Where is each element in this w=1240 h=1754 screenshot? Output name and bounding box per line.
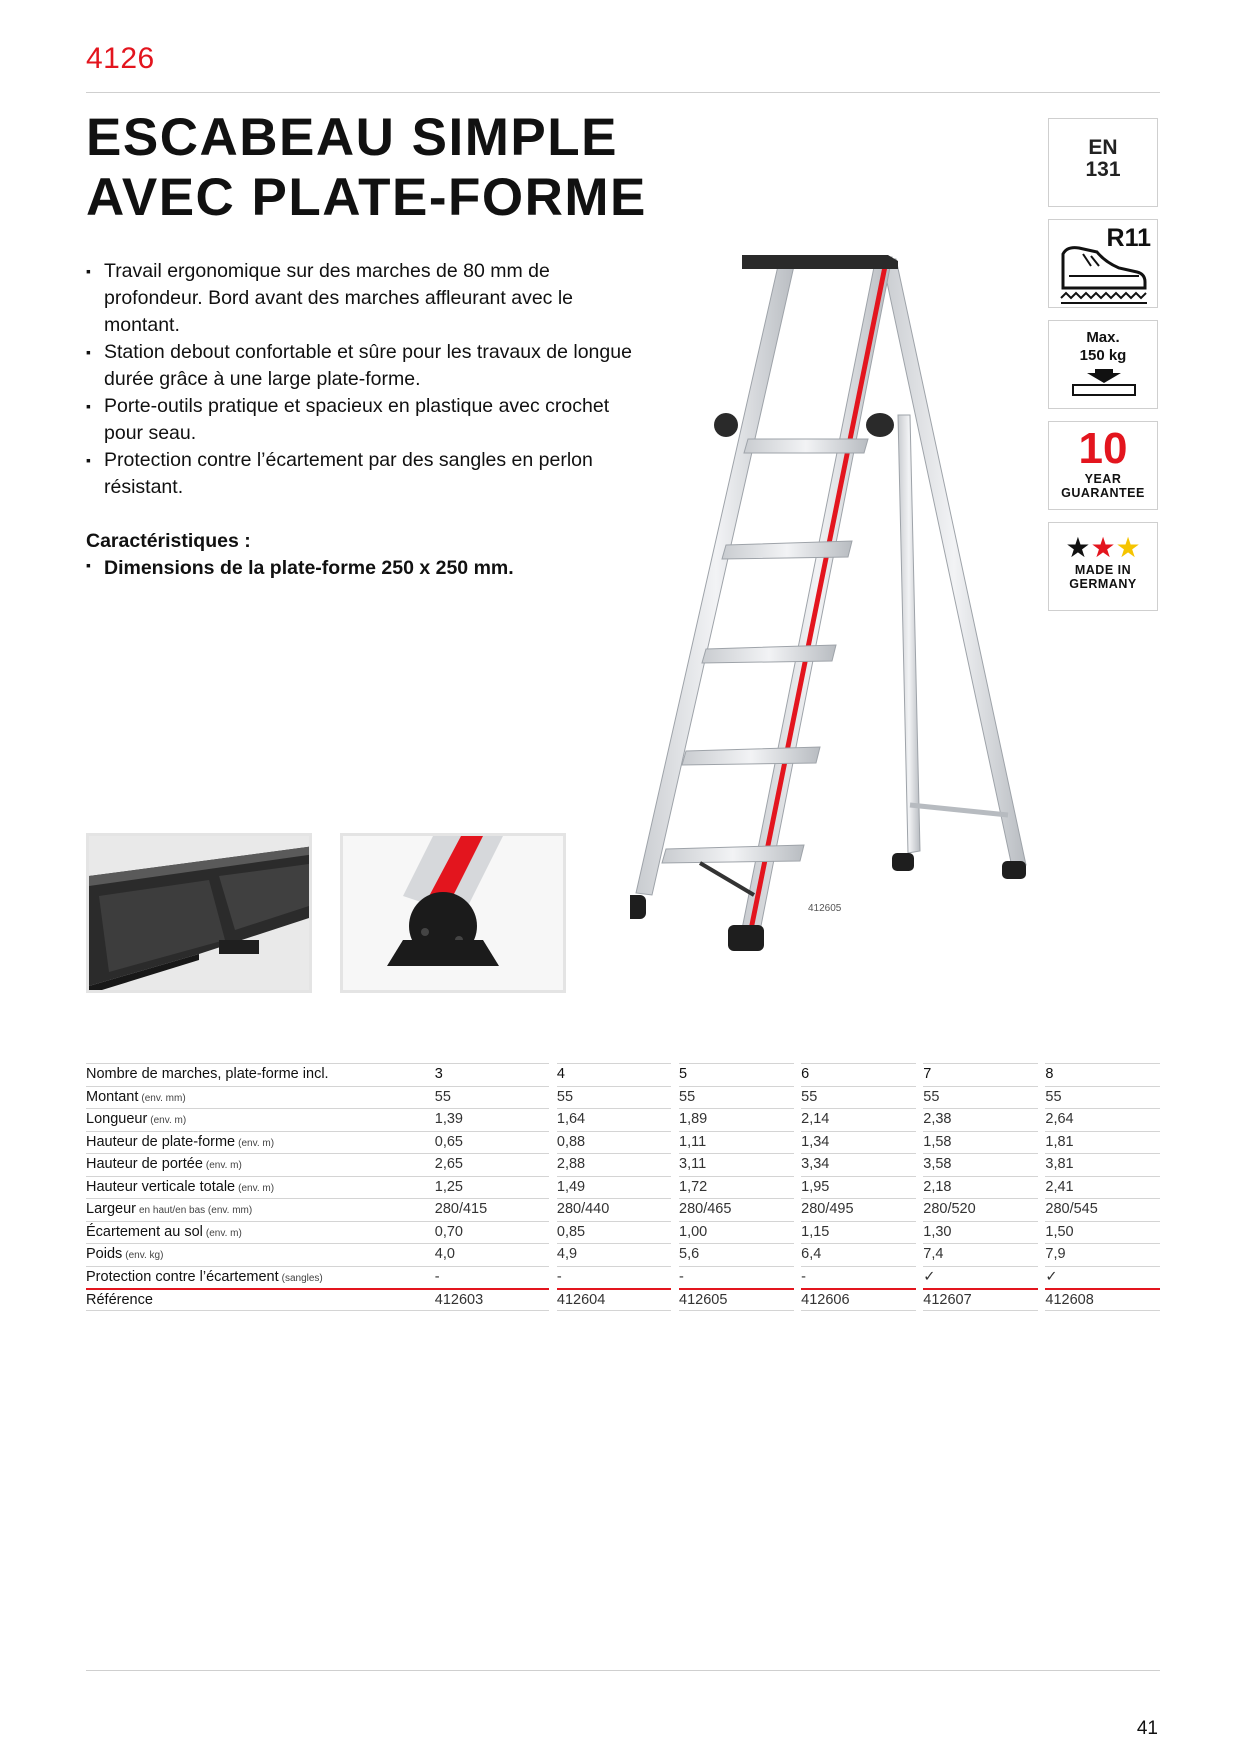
table-cell: 412605 [679,1288,794,1311]
table-cell: ✓ [923,1266,1038,1289]
certification-badges [1048,118,1158,623]
row-label-text: Longueur [86,1111,148,1127]
title-line-1: ESCABEAU SIMPLE [86,108,618,167]
table-cell: 3,11 [679,1153,794,1176]
row-unit: (env. kg) [125,1250,164,1261]
characteristics-list [86,557,514,580]
spec-table [86,1063,1160,1311]
row-label-text: Hauteur verticale totale [86,1178,236,1195]
row-label-text: Protection contre l’écartement [86,1268,279,1285]
table-cell: 55 [801,1086,916,1109]
table-cell: 55 [557,1086,672,1109]
table-cell: - [435,1266,550,1289]
table-cell: 2,41 [1045,1176,1160,1199]
table-cell: 1,00 [679,1221,794,1244]
table-cell: 1,58 [923,1131,1038,1154]
row-label [86,1153,435,1176]
row-unit: (env. m) [238,1137,275,1149]
table-cell: 412604 [557,1288,672,1311]
row-unit: en haut/en bas (env. mm) [138,1205,253,1216]
row-unit: (env. m) [205,1160,242,1171]
table-cell: 5,6 [679,1243,794,1266]
row-label-text: Référence [86,1292,153,1308]
table-cell: 1,15 [801,1221,916,1244]
characteristics-item: ▪ Dimensions de la plate-forme 250 x 250 mm. [86,557,514,580]
table-cell: 2,65 [435,1153,550,1176]
origin-line-2: GERMANY [1069,577,1137,591]
photo-caption: 412605 [808,903,842,914]
table-cell: 280/440 [557,1198,672,1221]
column-header: 3 [435,1063,550,1086]
guarantee-line-2: GUARANTEE [1061,486,1145,500]
title-line-2: AVEC PLATE-FORME [86,168,647,227]
table-cell: 1,30 [923,1221,1038,1244]
en-number: 131 [1085,158,1121,181]
column-header: 6 [801,1063,916,1086]
row-label [86,1198,435,1221]
table-cell: 4,9 [557,1243,672,1266]
column-header: 4 [557,1063,672,1086]
page-number: 41 [1136,1718,1158,1739]
table-cell: 1,72 [679,1176,794,1199]
table-row [86,1221,1160,1244]
table-cell: 1,89 [679,1108,794,1131]
table-cell: 3,58 [923,1153,1038,1176]
max-load-label: Max. [1086,329,1120,346]
stars-icon: ★★★ [1065,532,1141,563]
table-cell: 55 [679,1086,794,1109]
table-header-row [86,1063,1160,1086]
max-load-badge [1048,320,1158,409]
tool-tray-detail-image [86,833,312,993]
feature-list [86,258,646,501]
column-header: 5 [679,1063,794,1086]
table-cell: 7,4 [923,1243,1038,1266]
table-header-label: Nombre de marches, plate-forme incl. [86,1063,435,1086]
table-cell: 0,70 [435,1221,550,1244]
table-cell: 1,50 [1045,1221,1160,1244]
row-label-text: Largeur [86,1201,136,1217]
table-cell: 280/520 [923,1198,1038,1221]
table-cell: 280/545 [1045,1198,1160,1221]
table-cell: 412607 [923,1288,1038,1311]
table-cell: 0,65 [435,1131,550,1154]
table-row [86,1131,1160,1154]
guarantee-line-1: YEAR [1084,472,1122,486]
table-cell: 55 [1045,1086,1160,1109]
table-cell: 1,64 [557,1108,672,1131]
feature-item: ▪ Travail ergonomique sur des marches de 80 mm de profondeur. Bord avant des marches affleurant avec le montant. [86,258,646,339]
en-label: EN [1088,136,1118,159]
row-unit: (env. m) [150,1115,187,1126]
table-row [86,1153,1160,1176]
row-label [86,1288,435,1311]
row-label [86,1221,435,1244]
r11-label: R11 [1106,224,1151,252]
table-cell: 55 [923,1086,1038,1109]
column-header: 7 [923,1063,1038,1086]
table-row [86,1198,1160,1221]
table-row [86,1108,1160,1131]
row-unit: (env. m) [205,1227,242,1239]
max-load-value: 150 kg [1079,347,1127,364]
origin-line-1: MADE IN [1074,563,1132,577]
table-cell: 6,4 [801,1243,916,1266]
table-cell: 412603 [435,1288,550,1311]
table-row [86,1266,1160,1289]
row-unit: (sangles) [281,1272,323,1284]
header-divider [86,92,1160,93]
row-label-text: Hauteur de plate-forme [86,1133,236,1150]
row-label [86,1176,435,1199]
row-label [86,1108,435,1131]
table-cell: - [679,1266,794,1289]
table-cell: 0,88 [557,1131,672,1154]
r11-badge [1048,219,1158,308]
table-cell: 280/495 [801,1198,916,1221]
table-row [86,1086,1160,1109]
table-cell: 2,14 [801,1108,916,1131]
row-unit: (env. m) [238,1182,275,1194]
guarantee-years: 10 [1078,424,1128,473]
row-label [86,1086,435,1109]
row-label [86,1131,435,1154]
footer-divider [86,1670,1160,1671]
feature-item: ▪ Station debout confortable et sûre pour les travaux de longue durée grâce à une large plate-forme. [86,339,646,393]
table-cell: 1,11 [679,1131,794,1154]
en131-badge [1048,118,1158,207]
table-cell: 55 [435,1086,550,1109]
table-cell: 3,81 [1045,1153,1160,1176]
table-row [86,1288,1160,1311]
column-header: 8 [1045,1063,1160,1086]
table-cell: 1,95 [801,1176,916,1199]
table-row [86,1176,1160,1199]
table-cell: 1,49 [557,1176,672,1199]
table-cell: 0,85 [557,1221,672,1244]
table-cell: ✓ [1045,1266,1160,1289]
safety-shoe-icon [1057,232,1151,310]
feature-item: ▪ Porte-outils pratique et spacieux en plastique avec crochet pour seau. [86,393,646,447]
table-cell: 1,25 [435,1176,550,1199]
table-row [86,1243,1160,1266]
table-cell: 4,0 [435,1243,550,1266]
row-label-text: Montant [86,1088,139,1105]
characteristics-heading: Caractéristiques : [86,530,251,552]
table-cell: - [801,1266,916,1289]
row-label [86,1243,435,1266]
foot-detail-image [340,833,566,993]
made-in-germany-badge [1048,522,1158,611]
page-title [86,108,846,228]
row-label-text: Poids [86,1246,123,1262]
load-arrow-icon [1071,369,1137,397]
table-cell: 3,34 [801,1153,916,1176]
table-cell: 412606 [801,1288,916,1311]
table-cell: 1,81 [1045,1131,1160,1154]
product-code: 4126 [86,42,155,75]
row-label [86,1266,435,1289]
table-cell: 1,39 [435,1108,550,1131]
feature-item: ▪ Protection contre l’écartement par des sangles en perlon résistant. [86,447,646,501]
row-label-text: Hauteur de portée [86,1156,203,1172]
table-cell: 280/465 [679,1198,794,1221]
table-cell: 280/415 [435,1198,550,1221]
ladder-illustration [630,255,1050,975]
row-label-text: Écartement au sol [86,1223,203,1240]
table-cell: 2,88 [557,1153,672,1176]
table-cell: 412608 [1045,1288,1160,1311]
table-cell: 2,64 [1045,1108,1160,1131]
table-cell: 2,38 [923,1108,1038,1131]
row-unit: (env. mm) [141,1092,186,1104]
table-cell: 7,9 [1045,1243,1160,1266]
guarantee-badge [1048,421,1158,510]
table-cell: - [557,1266,672,1289]
table-cell: 1,34 [801,1131,916,1154]
table-cell: 2,18 [923,1176,1038,1199]
